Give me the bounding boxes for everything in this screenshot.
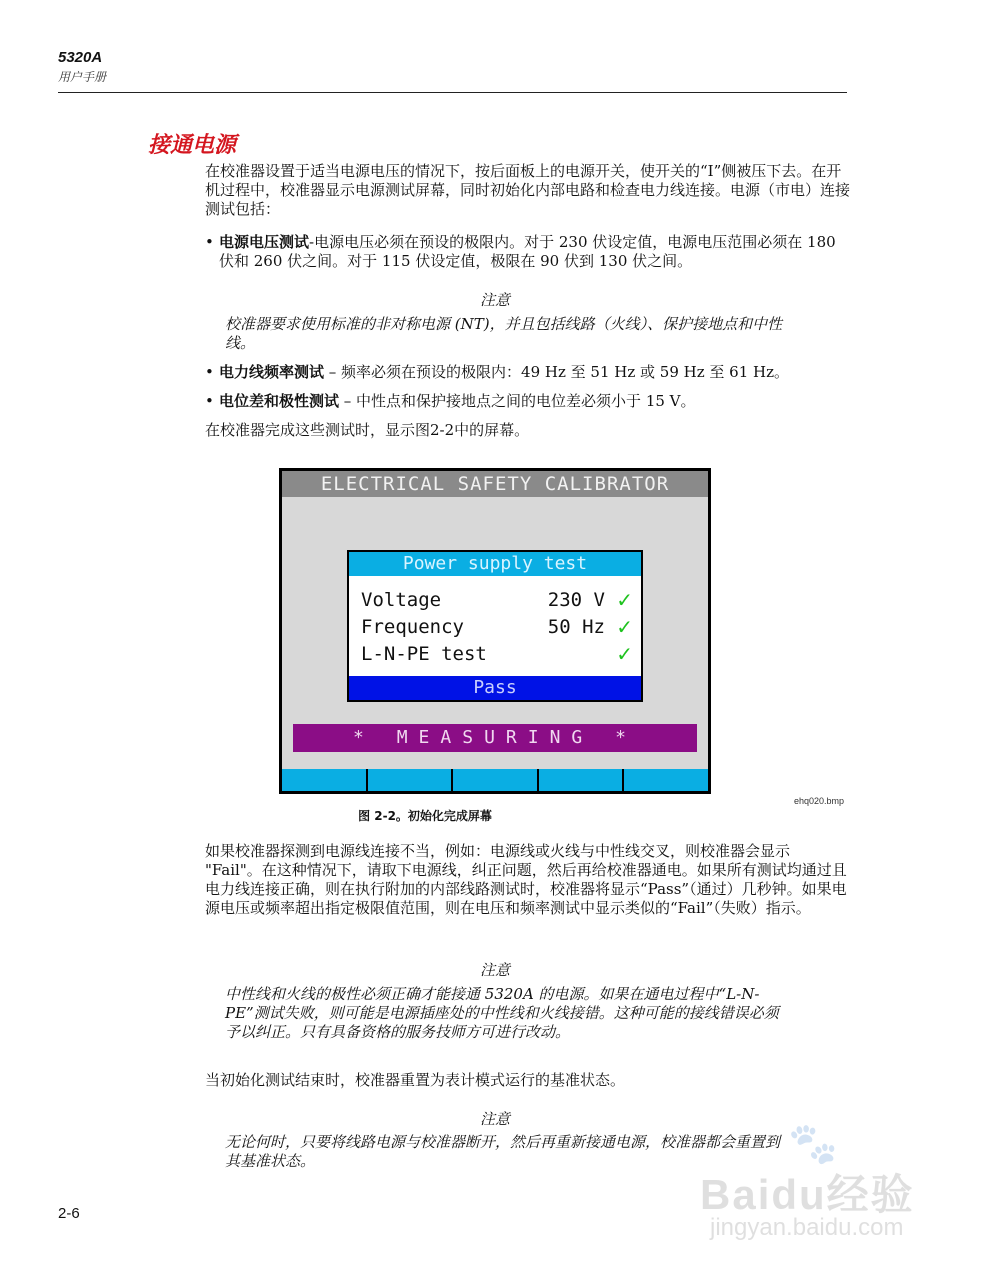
- screen-title-bar: ELECTRICAL SAFETY CALIBRATOR: [282, 471, 708, 497]
- figure-filename: ehq020.bmp: [794, 796, 845, 806]
- frequency-value: 50 Hz: [547, 616, 605, 638]
- note1-text: 校准器要求使用标准的非对称电源 (NT)，并且包括线路（火线）、保护接地点和中性线。: [225, 315, 783, 352]
- bullet-polarity-test: [205, 392, 850, 411]
- note2-heading: 注意: [479, 961, 510, 979]
- page-number: 2-6: [58, 1205, 80, 1222]
- baidu-watermark: [690, 1120, 980, 1250]
- bullet-dot: •: [205, 392, 214, 410]
- screen-area: [282, 471, 708, 791]
- header-divider: [58, 92, 847, 93]
- softkey-bar: [282, 769, 708, 791]
- voltage-value: 230 V: [547, 589, 605, 611]
- note1-heading: 注意: [479, 291, 510, 309]
- bullet-polarity-text: – 中性点和保护接地点之间的电位差必须小于 15 V。: [339, 392, 696, 410]
- paw-icon: 🐾: [788, 1121, 838, 1167]
- calibrator-screen: [279, 468, 711, 794]
- intro-paragraph: 在校准器设置于适当电源电压的情况下，按后面板上的电源开关，使开关的“I”侧被压下去。在开机过程中，校准器显示电源测试屏幕，同时初始化内部电路和检查电力线连接。电源（市电）连接测试包括：: [205, 162, 851, 218]
- power-supply-test-dialog: [347, 550, 643, 702]
- bullet-dot: •: [205, 233, 214, 251]
- dialog-body: [349, 552, 641, 700]
- after-tests-paragraph: 在校准器完成这些测试时，显示图2-2中的屏幕。: [205, 421, 530, 439]
- manual-subtitle: 用户手册: [58, 70, 107, 84]
- reset-paragraph: 当初始化测试结束时，校准器重置为表计模式运行的基准状态。: [205, 1071, 626, 1089]
- bullet-polarity-heading: 电位差和极性测试: [219, 392, 340, 410]
- softkey-1[interactable]: [282, 769, 366, 791]
- dialog-title: Power supply test: [349, 552, 641, 576]
- bullet-voltage-heading: 电源电压测试: [219, 233, 310, 251]
- watermark-url: jingyan.baidu.com: [710, 1214, 904, 1241]
- note2-text: 中性线和火线的极性必须正确才能接通 5320A 的电源。如果在通电过程中“L-N-PE”测试失败，则可能是电源插座处的中性线和火线接错。这种可能的接线错误必须予以纠正。只有具备资格的服务技师方可进行改动。: [225, 985, 779, 1041]
- watermark-logo: Baidu经验: [700, 1171, 915, 1218]
- bullet-voltage-text: -电源电压必须在预设的极限内。对于 230 伏设定值，电源电压范围必须在 180 伏和 260 伏之间。对于 115 伏设定值，极限在 90 伏到 130 伏之间。: [219, 233, 836, 270]
- lnpe-check-icon: ✓: [616, 642, 633, 666]
- bullet-frequency-text: – 频率必须在预设的极限内：49 Hz 至 51 Hz 或 59 Hz 至 61 Hz。: [324, 363, 790, 381]
- fail-paragraph: 如果校准器探测到电源线连接不当，例如：电源线或火线与中性线交叉，则校准器会显示 "Fail"。在这种情况下，请取下电源线，纠正问题，然后再给校准器通电。如果所有测试均通过且电力线连接正确，则在执行附加的内部线路测试时，校准器将显示“Pass”（通过）几秒钟。如果电源电压或频率超出指定极限值范围，则在电压和频率测试中显示类似的“Fail”（失败）指示。: [205, 842, 847, 917]
- frequency-row: [361, 615, 637, 639]
- bullet-voltage-test: [205, 233, 850, 271]
- voltage-check-icon: ✓: [616, 588, 633, 612]
- bullet-dot: •: [205, 363, 214, 381]
- pass-result-bar: Pass: [349, 676, 641, 700]
- figure-caption: 图 2-2。初始化完成屏幕: [358, 809, 492, 823]
- measuring-status-bar: * MEASURING *: [293, 724, 697, 752]
- bullet-frequency-heading: 电力线频率测试: [219, 363, 325, 381]
- lnpe-row: [361, 642, 637, 666]
- softkey-4[interactable]: [539, 769, 623, 791]
- softkey-3[interactable]: [453, 769, 537, 791]
- note3-text: 无论何时，只要将线路电源与校准器断开，然后再重新接通电源，校准器都会重置到其基准状态。: [225, 1133, 781, 1170]
- voltage-label: Voltage: [361, 589, 442, 611]
- section-title: 接通电源: [148, 132, 237, 158]
- manual-model: 5320A: [58, 49, 103, 66]
- lnpe-label: L-N-PE test: [361, 643, 487, 665]
- voltage-row: [361, 588, 637, 612]
- softkey-2[interactable]: [368, 769, 452, 791]
- frequency-label: Frequency: [361, 616, 464, 638]
- bullet-frequency-test: [205, 363, 850, 382]
- frequency-check-icon: ✓: [616, 615, 633, 639]
- softkey-5[interactable]: [624, 769, 708, 791]
- note3-heading: 注意: [479, 1110, 510, 1128]
